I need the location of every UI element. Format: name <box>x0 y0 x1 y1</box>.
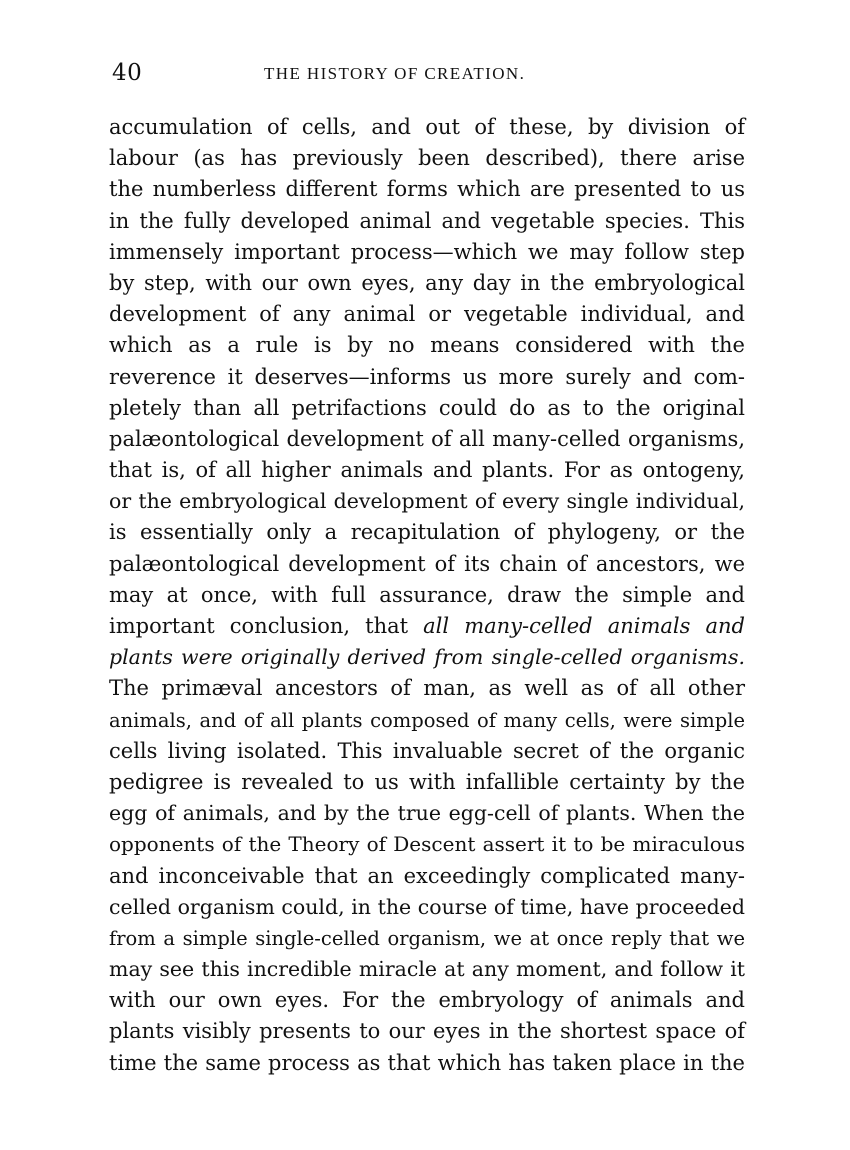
running-title: THE HISTORY OF CREATION. <box>264 64 526 83</box>
text-line: which as a rule is by no means considered with the <box>109 333 745 358</box>
page-number: 40 <box>112 60 143 86</box>
body-text <box>109 112 745 1079</box>
text-line: palæontological development of all many-celled organisms, <box>109 426 745 451</box>
text-line: pedigree is revealed to us with infallible certainty by the <box>109 769 745 794</box>
text-line: plants visibly presents to our eyes in the shortest space of <box>109 1019 745 1044</box>
text-line: time the same process as that which has taken place in the <box>109 1050 745 1075</box>
text-line: may at once, with full assurance, draw the simple and <box>109 582 745 607</box>
text-line: egg of animals, and by the true egg-cell of plants. When the <box>109 801 745 826</box>
text-line: from a simple single-celled organism, we at once reply that we <box>109 926 745 950</box>
line-roman-part: important conclusion, that <box>109 614 424 638</box>
text-line: labour (as has previously been described), there arise <box>109 146 745 171</box>
text-line: palæontological development of its chain of ancestors, we <box>109 551 745 576</box>
running-head <box>112 60 740 88</box>
text-line: with our own eyes. For the embryology of animals and <box>109 988 745 1013</box>
text-line-italic <box>109 642 745 673</box>
text-line: and inconceivable that an exceedingly complicated many- <box>109 863 745 888</box>
text-line: cells living isolated. This invaluable secret of the organic <box>109 738 745 763</box>
text-line: in the fully developed animal and vegetable species. This <box>109 208 745 233</box>
text-line: by step, with our own eyes, any day in the embryological <box>109 270 745 295</box>
text-line: development of any animal or vegetable individual, and <box>109 302 745 327</box>
text-line: or the embryological development of every single individual, <box>109 489 745 514</box>
italic-emphasis: all many-celled animals and <box>423 614 745 638</box>
text-line: pletely than all petrifactions could do as to the original <box>109 395 745 420</box>
text-line-with-italic <box>109 611 745 642</box>
text-line: celled organism could, in the course of time, have proceeded <box>109 894 745 919</box>
text-line: opponents of the Theory of Descent assert it to be miraculous <box>109 832 745 857</box>
text-line: may see this incredible miracle at any moment, and follow it <box>109 957 745 982</box>
text-line: the numberless different forms which are presented to us <box>109 177 745 202</box>
italic-emphasis: plants were originally derived from single-celled organisms. <box>109 645 745 670</box>
text-line: reverence it deserves—informs us more surely and com- <box>109 364 745 389</box>
text-line: animals, and of all plants composed of many cells, were simple <box>109 708 745 732</box>
text-line: is essentially only a recapitulation of phylogeny, or the <box>109 520 745 545</box>
text-line: immensely important process—which we may follow step <box>109 239 745 264</box>
text-line: that is, of all higher animals and plants. For as ontogeny, <box>109 458 745 483</box>
text-line: accumulation of cells, and out of these, by division of <box>109 115 745 139</box>
text-line: The primæval ancestors of man, as well as of all other <box>109 676 745 701</box>
